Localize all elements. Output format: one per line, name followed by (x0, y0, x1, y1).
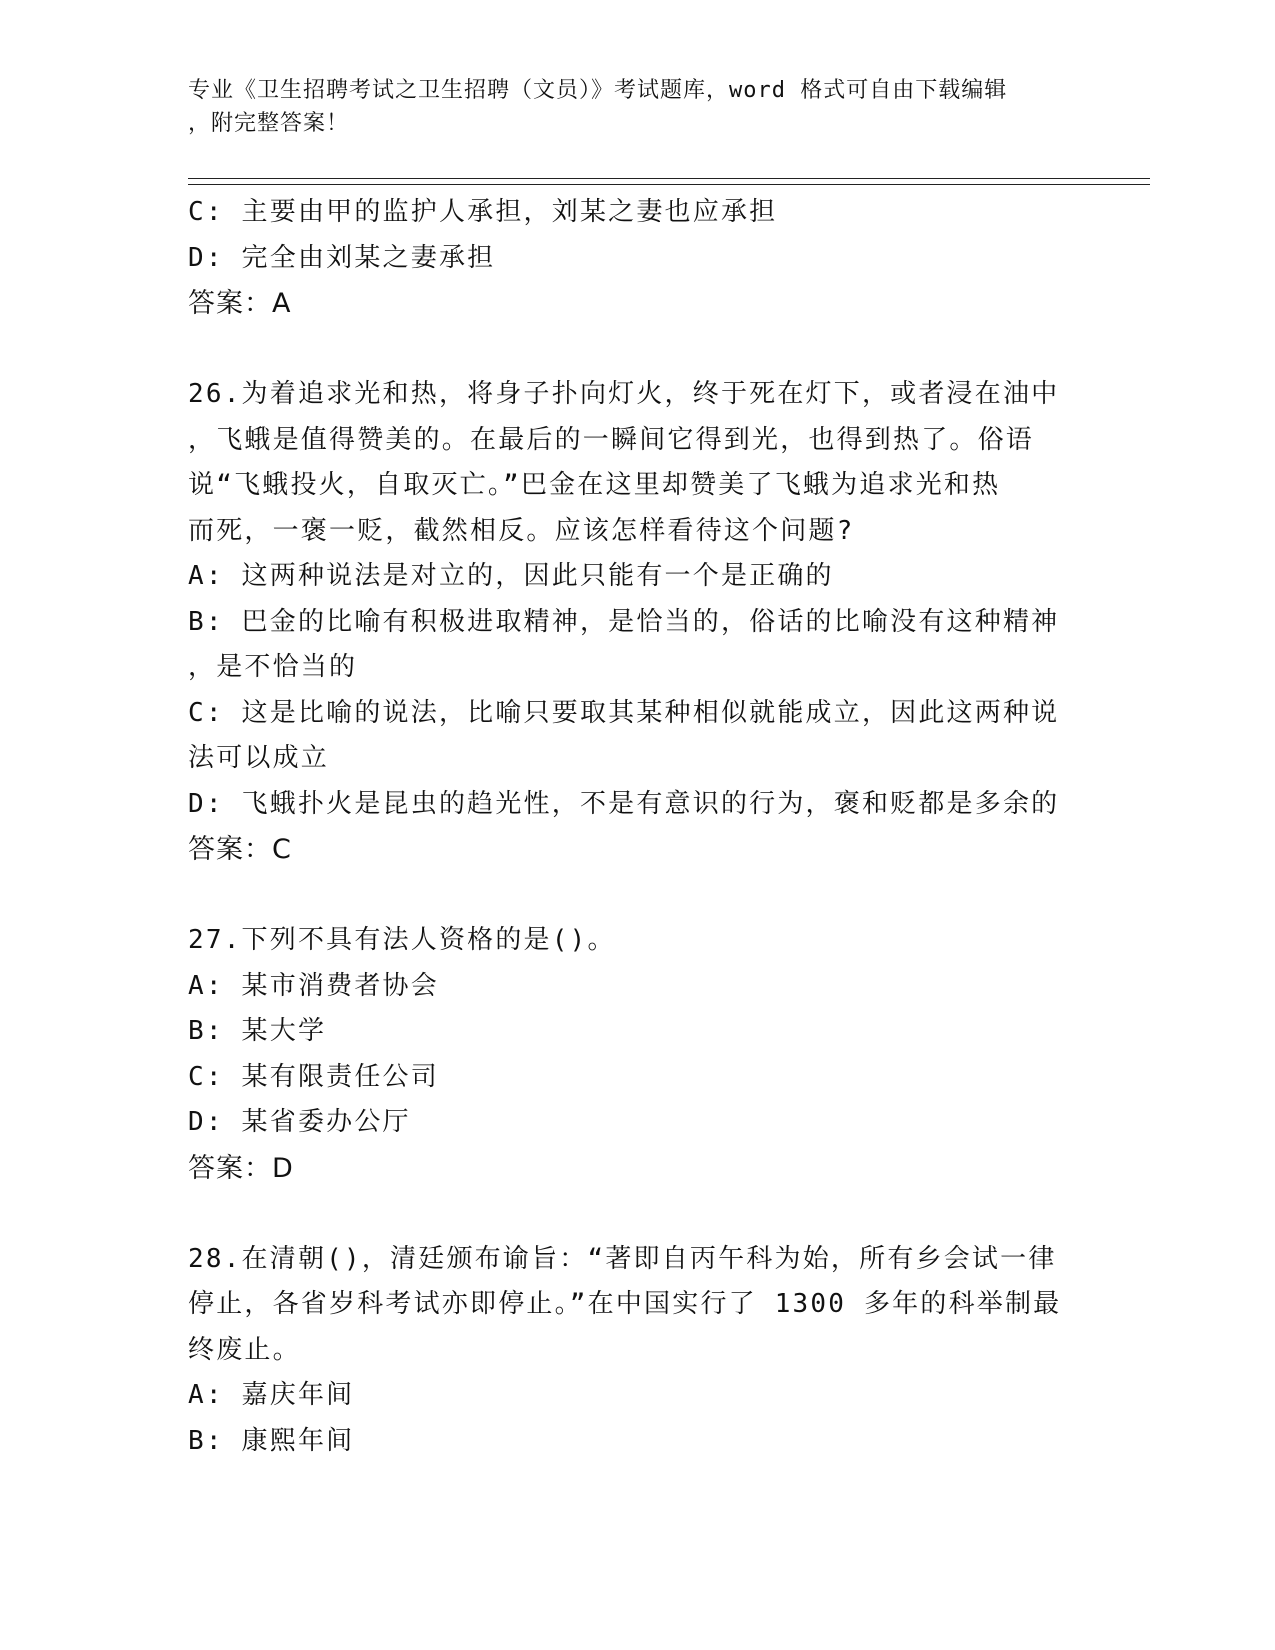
q26-stem-line-4: 而死，一褒一贬，截然相反。应该怎样看待这个问题? (188, 515, 855, 546)
q27-option-a: A: 某市消费者协会 (188, 970, 439, 1001)
q26-stem-line-3: 说“飞蛾投火，自取灭亡。”巴金在这里却赞美了飞蛾为追求光和热 (188, 470, 1001, 500)
q26-option-c-line-1: C: 这是比喻的说法，比喻只要取其某种相似就能成立，因此这两种说 (188, 697, 1060, 728)
q26-option-b-line-2: ，是不恰当的 (188, 652, 358, 682)
q26-stem-line-2: ，飞蛾是值得赞美的。在最后的一瞬间它得到光，也得到热了。俗语 (188, 424, 1035, 455)
header-line-2: ，附完整答案！ (188, 111, 350, 136)
q26-option-c-line-2: 法可以成立 (188, 743, 330, 773)
question-28 (188, 1237, 1078, 1465)
spacer (188, 1191, 1078, 1237)
q28-option-b: B: 康熙年间 (188, 1425, 355, 1456)
q27-option-c: C: 某有限责任公司 (188, 1061, 439, 1092)
question-27 (188, 918, 1078, 1191)
spacer (188, 873, 1078, 919)
q27-option-d: D: 某省委办公厅 (188, 1107, 411, 1137)
document-header (188, 74, 1068, 140)
header-divider-bottom (188, 184, 1150, 185)
q28-option-a: A: 嘉庆年间 (188, 1380, 355, 1410)
q27-stem: 27.下列不具有法人资格的是()。 (188, 925, 616, 955)
q26-option-d: D: 飞蛾扑火是昆虫的趋光性，不是有意识的行为，褒和贬都是多余的 (188, 788, 1060, 819)
q27-answer: 答案：D (188, 1152, 294, 1184)
q26-stem-line-1: 26.为着追求光和热，将身子扑向灯火，终于死在灯下，或者浸在油中 (188, 379, 1060, 409)
question-list (188, 190, 1078, 1464)
q25-answer: 答案：A (188, 288, 292, 319)
q27-option-b: B: 某大学 (188, 1016, 327, 1046)
spacer (188, 327, 1078, 373)
q28-stem-line-1: 28.在清朝()，清廷颁布谕旨：“著即自丙午科为始，所有乡会试一律 (188, 1243, 1057, 1274)
q25-option-d: D: 完全由刘某之妻承担 (188, 242, 496, 273)
q26-answer: 答案：C (188, 834, 292, 865)
q28-stem-line-2: 停止，各省岁科考试亦即停止。”在中国实行了 1300 多年的科举制最 (188, 1289, 1062, 1319)
q28-stem-line-3: 终废止。 (188, 1334, 301, 1365)
q25-option-c: C: 主要由甲的监护人承担，刘某之妻也应承担 (188, 197, 778, 227)
header-line-1: 专业《卫生招聘考试之卫生招聘（文员）》考试题库，word 格式可自由下载编辑 (188, 78, 1008, 103)
q26-option-b-line-1: B: 巴金的比喻有积极进取精神，是恰当的，俗话的比喻没有这种精神 (188, 606, 1060, 637)
question-26 (188, 372, 1078, 873)
header-divider-top (188, 178, 1150, 179)
q26-option-a: A: 这两种说法是对立的，因此只能有一个是正确的 (188, 561, 834, 591)
question-25 (188, 190, 1078, 327)
